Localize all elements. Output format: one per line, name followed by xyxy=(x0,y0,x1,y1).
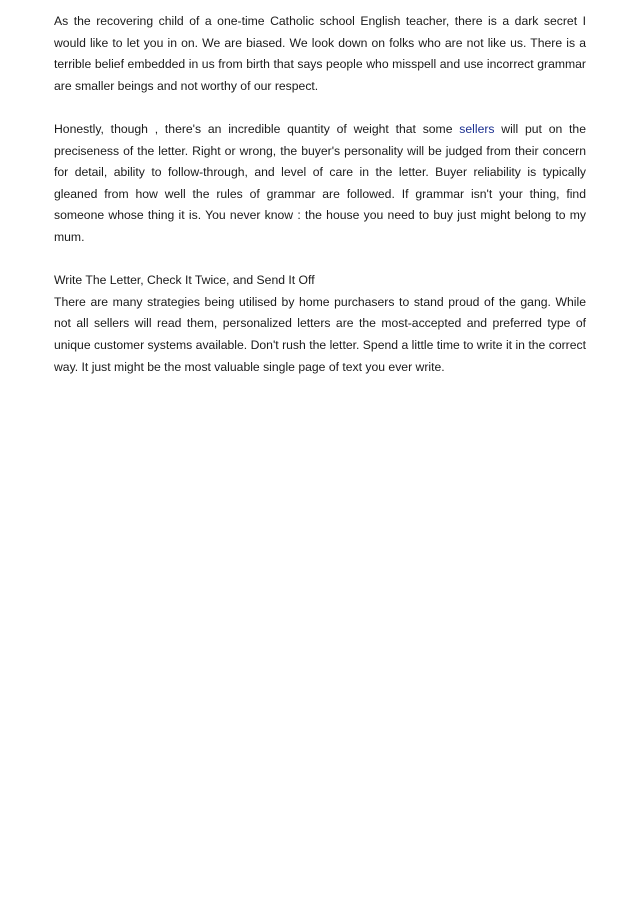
paragraph-weight-text-end: will put on the preciseness of the letter. Right or wrong, the buyer's personality will be judged from their concern for detail, ability to follow-through, and level of care in the letter. Buyer reliability is typically gleaned from how well the rules of grammar are followed. If grammar isn't your thing, find someone whose thing it is. You never know : the house you need to buy just might belong to my mum. xyxy=(54,121,586,244)
sellers-link[interactable]: sellers xyxy=(459,121,495,136)
paragraph-spacer xyxy=(54,249,586,271)
paragraph-spacer xyxy=(54,97,586,119)
paragraph-strategies: There are many strategies being utilised by home purchasers to stand proud of the gang. While not all sellers will read them, personalized letters are the most-accepted and preferred type of unique customer systems available. Don't rush the letter. Spend a little time to write it in the correct way. It just might be the most valuable single page of text you ever write. xyxy=(54,294,586,374)
paragraph-intro: As the recovering child of a one-time Catholic school English teacher, there is a dark secret I would like to let you in on. We are biased. We look down on folks who are not like us. There is a terrible belief embedded in us from birth that says people who misspell and use incorrect grammar are smaller beings and not worthy of our respect. xyxy=(54,14,586,93)
paragraph-weight xyxy=(54,119,586,249)
section-heading: Write The Letter, Check It Twice, and Send It Off xyxy=(54,273,315,288)
paragraph-weight-text-start: Honestly, though , there's an incredible quantity of weight that some xyxy=(54,121,460,136)
document-body xyxy=(54,11,586,378)
